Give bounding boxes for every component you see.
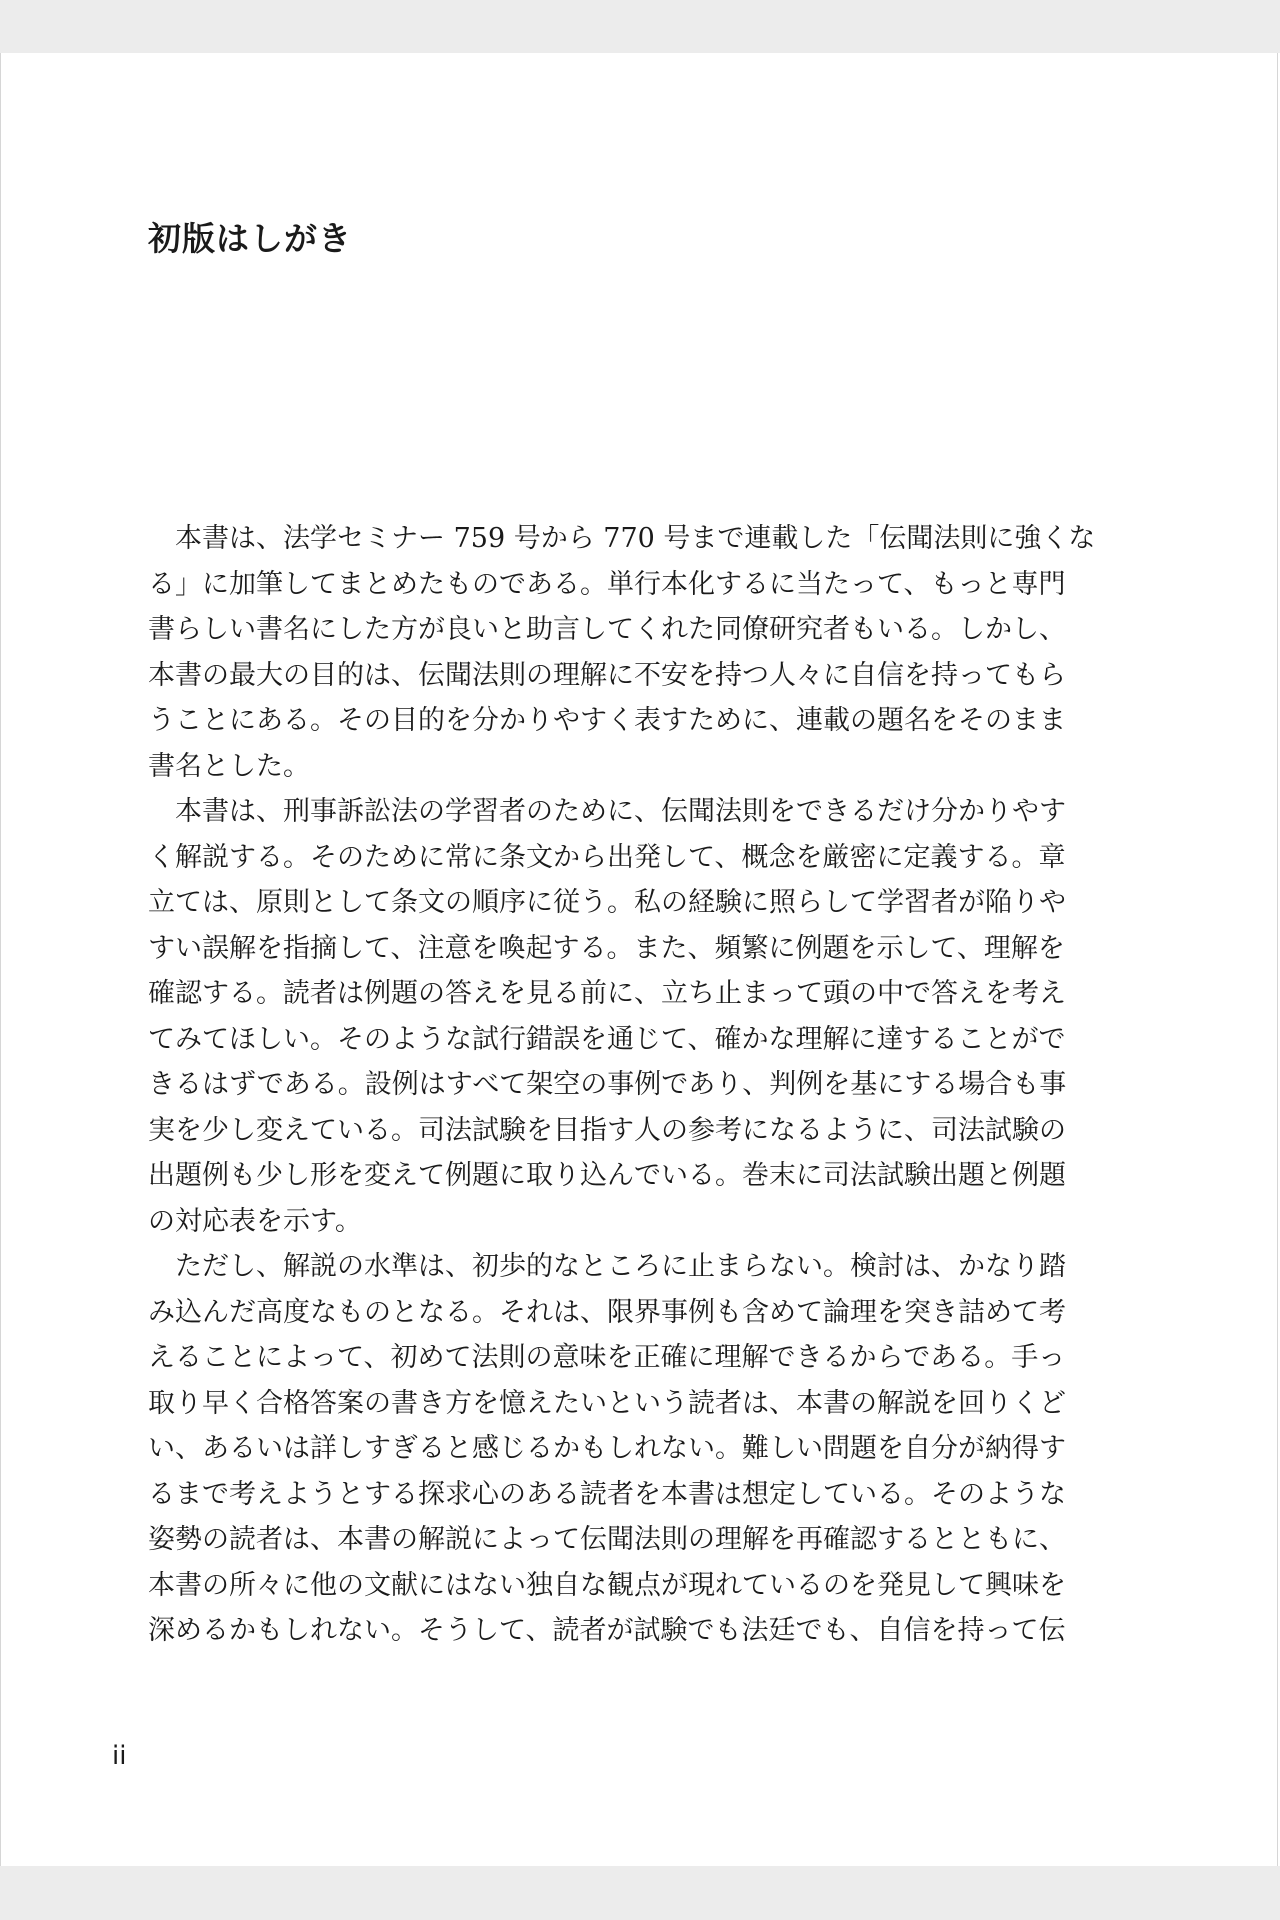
text-line: く解説する。そのために常に条文から出発して、概念を厳密に定義する。章 [148,841,1066,873]
text-line: 取り早く合格答案の書き方を憶えたいという読者は、本書の解説を回りくど [148,1387,1066,1419]
text-line: ただし、解説の水準は、初歩的なところに止まらない。検討は、かなり踏 [148,1251,1066,1282]
text-line: 姿勢の読者は、本書の解説によって伝聞法則の理解を再確認するとともに、 [148,1524,1066,1555]
text-line: 実を少し変えている。司法試験を目指す人の参考になるように、司法試験の [148,1114,1066,1146]
text-line: 立ては、原則として条文の順序に従う。私の経験に照らして学習者が陥りや [148,887,1066,918]
text-line: すい誤解を指摘して、注意を喚起する。また、頻繁に例題を示して、理解を [148,932,1065,964]
page-number: ii [112,1741,127,1771]
text-line: 本書は、刑事訴訟法の学習者のために、伝聞法則をできるだけ分かりやす [148,796,1066,827]
text-line: 確認する。読者は例題の答えを見る前に、立ち止まって頭の中で答えを考え [148,978,1066,1009]
text-line: 書名とした。 [148,750,310,782]
text-line: 出題例も少し形を変えて例題に取り込んでいる。巻末に司法試験出題と例題 [148,1160,1066,1191]
text-line: うことにある。その目的を分かりやすく表すために、連載の題名をそのまま [148,705,1066,736]
top-margin-band [0,0,1280,53]
bottom-margin-band [0,1866,1280,1920]
page-title: 初版はしがき [148,219,352,258]
text-line: てみてほしい。そのような試行錯誤を通じて、確かな理解に達することがで [148,1023,1066,1055]
text-line: み込んだ高度なものとなる。それは、限界事例も含めて論理を突き詰めて考 [148,1296,1066,1328]
text-line: えることによって、初めて法則の意味を正確に理解できるからである。手っ [148,1342,1066,1373]
text-line: い、あるいは詳しすぎると感じるかもしれない。難しい問題を自分が納得す [148,1433,1066,1464]
text-line: きるはずである。設例はすべて架空の事例であり、判例を基にする場合も事 [148,1069,1067,1100]
text-line: の対応表を示す。 [148,1205,362,1237]
text-line: 深めるかもしれない。そうして、読者が試験でも法廷でも、自信を持って伝 [148,1615,1066,1646]
text-line: 本書は、法学セミナー 759 号から 770 号まで連載した「伝聞法則に強くな [148,523,1096,554]
text-line: る」に加筆してまとめたものである。単行本化するに当たって、もっと専門 [148,568,1066,600]
text-line: 本書の所々に他の文献にはない独自な観点が現れているのを発見して興味を [148,1569,1066,1601]
text-line: 書らしい書名にした方が良いと助言してくれた同僚研究者もいる。しかし、 [148,614,1066,645]
text-line: 本書の最大の目的は、伝聞法則の理解に不安を持つ人々に自信を持ってもら [148,659,1066,691]
text-line: るまで考えようとする探求心のある読者を本書は想定している。そのような [148,1478,1066,1510]
body-text [148,516,1100,1654]
